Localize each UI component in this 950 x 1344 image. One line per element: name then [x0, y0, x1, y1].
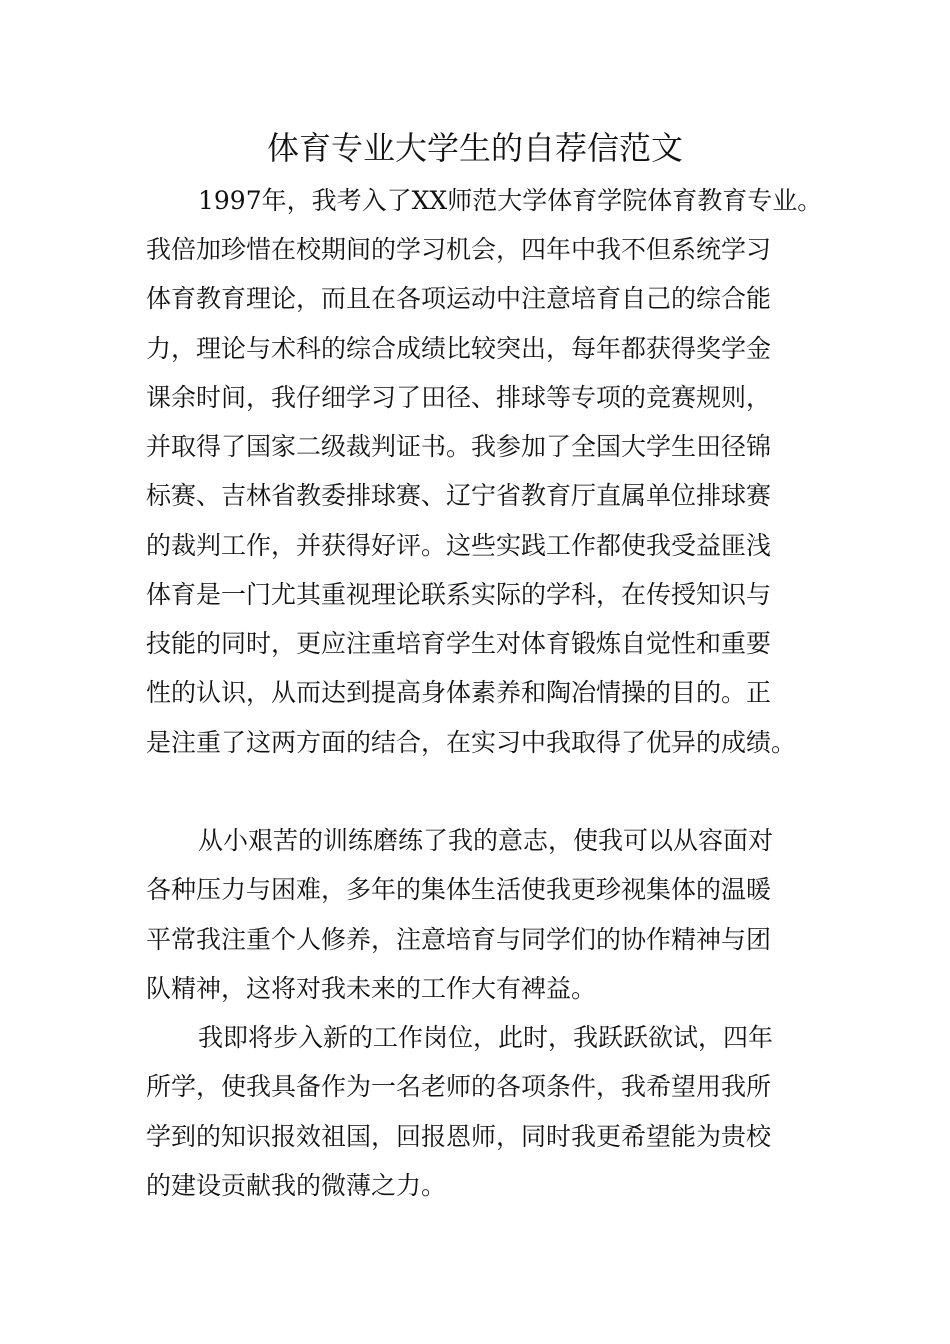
text-line: 体育教育理论，而且在各项运动中注意培育自己的综合能 [146, 284, 772, 313]
text-line: 从小艰苦的训练磨练了我的意志，使我可以从容面对 [198, 826, 774, 855]
text-line: 标赛、吉林省教委排球赛、辽宁省教育厅直属单位排球赛 [146, 481, 772, 510]
text-line: 学到的知识报效祖国，回报恩师，同时我更希望能为贵校 [146, 1122, 772, 1151]
text-line: 力，理论与术科的综合成绩比较突出，每年都获得奖学金 [146, 334, 772, 363]
document-title: 体育专业大学生的自荐信范文 [266, 129, 683, 167]
text-line: 队精神，这将对我未来的工作大有裨益。 [146, 974, 597, 1003]
text-line: 并取得了国家二级裁判证书。我参加了全国大学生田径锦 [146, 432, 772, 461]
text-line: 体育是一门尤其重视理论联系实际的学科，在传授知识与 [146, 580, 772, 609]
text-line: 的建设贡献我的微薄之力。 [146, 1171, 447, 1200]
text-line: 的裁判工作，并获得好评。这些实践工作都使我受益匪浅 [146, 531, 772, 560]
text-line: 性的认识，从而达到提高身体素养和陶冶情操的目的。正 [146, 678, 772, 707]
text-line: 课余时间，我仔细学习了田径、排球等专项的竞赛规则， [146, 383, 772, 412]
text-line: 所学，使我具备作为一名老师的各项条件，我希望用我所 [146, 1072, 772, 1101]
text-line: 我倍加珍惜在校期间的学习机会，四年中我不但系统学习 [146, 235, 772, 264]
text-line: 1997年，我考入了XX师范大学体育学院体育教育专业。 [198, 186, 823, 215]
text-line: 是注重了这两方面的结合，在实习中我取得了优异的成绩。 [146, 728, 797, 757]
text-line: 技能的同时，更应注重培育学生对体育锻炼自觉性和重要 [146, 629, 772, 658]
text-line: 平常我注重个人修养，注意培育与同学们的协作精神与团 [146, 925, 772, 954]
text-line: 我即将步入新的工作岗位，此时，我跃跃欲试，四年 [198, 1023, 774, 1052]
text-line: 各种压力与困难，多年的集体生活使我更珍视集体的温暖 [146, 875, 772, 904]
